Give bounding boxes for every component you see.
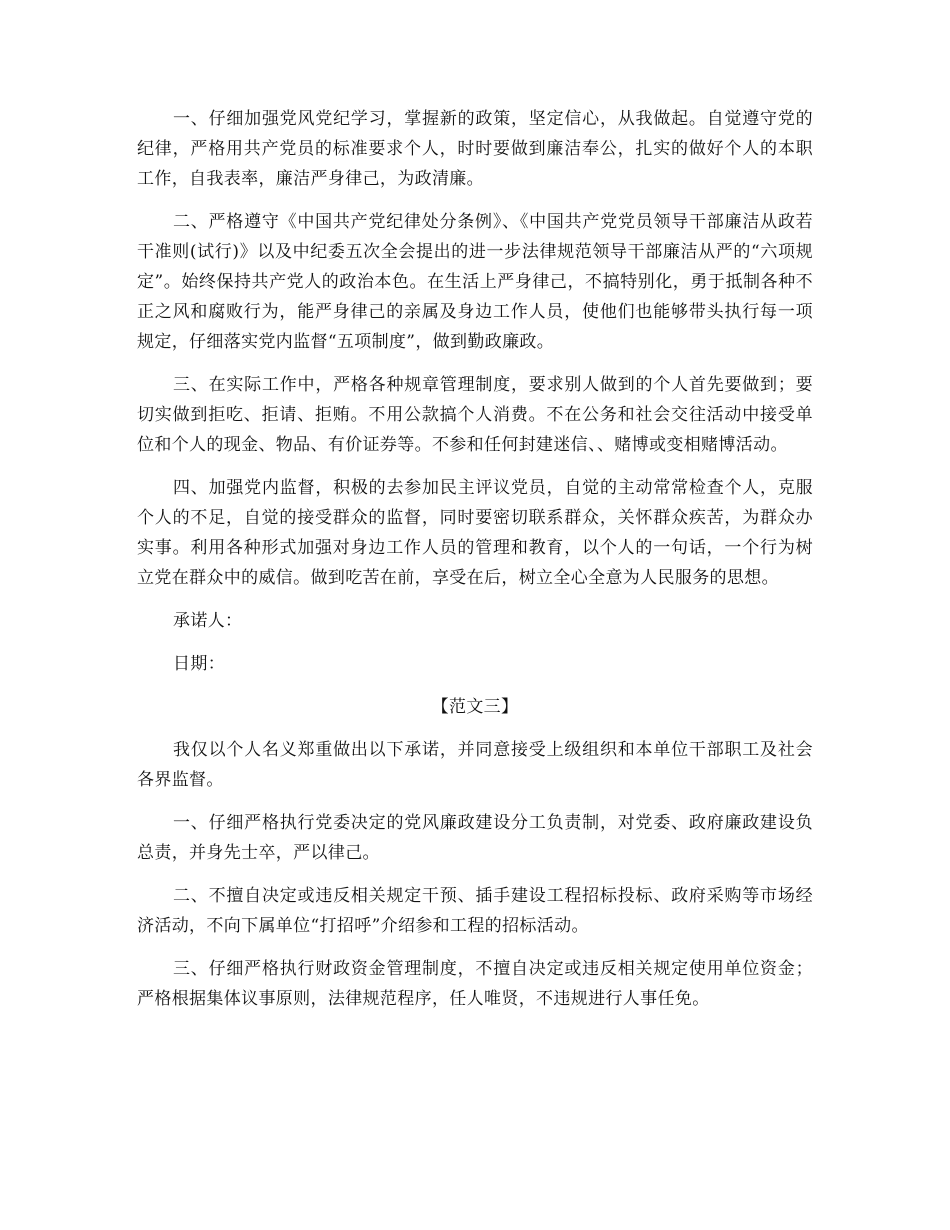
date-label: 日期： — [173, 654, 226, 674]
paragraph-item-3: 三、在实际工作中，严格各种规章管理制度，要求别人做到的个人首先要做到；要切实做到拒吃、拒请、拒贿。不用公款搞个人消费。不在公务和社会交往活动中接受单位和个人的现金、物品、有价证券等。不参和任何封建迷信、、赌博或变相赌博活动。 — [137, 375, 813, 455]
commitment-item-3: 三、仔细严格执行财政资金管理制度，不擅自决定或违反相关规定使用单位资金；严格根据集体议事原则，法律规范程序，任人唯贤，不违规进行人事任免。 — [137, 959, 813, 1009]
paragraph-item-1: 一、仔细加强党风党纪学习，掌握新的政策，坚定信心，从我做起。自觉遵守党的纪律，严格用共产党员的标准要求个人，时时要做到廉洁奉公，扎实的做好个人的本职工作，自我表率，廉洁严身律己，为政清廉。 — [137, 109, 813, 189]
commitment-item-1: 一、仔细严格执行党委决定的党风廉政建设分工负责制，对党委、政府廉政建设负总责，并身先士卒，严以律己。 — [137, 813, 813, 863]
document-body — [137, 104, 813, 1027]
commitment-intro: 我仅以个人名义郑重做出以下承诺，并同意接受上级组织和本单位干部职工及社会各界监督。 — [137, 740, 813, 790]
paragraph-item-2: 二、严格遵守《中国共产党纪律处分条例》、《中国共产党党员领导干部廉洁从政若干准则(试行)》以及中纪委五次全会提出的进一步法律规范领导干部廉洁从严的“六项规定”。始终保持共产党人的政治本色。在生活上严身律己，不搞特别化，勇于抵制各种不正之风和腐败行为，能严身律己的亲属及身边工作人员，使他们也能够带头执行每一项规定，仔细落实党内监督“五项制度”，做到勤政廉政。 — [137, 212, 813, 352]
paragraph-item-4: 四、加强党内监督，积极的去参加民主评议党员，自觉的主动常常检查个人，克服个人的不足，自觉的接受群众的监督，同时要密切联系群众，关怀群众疾苦，为群众办实事。利用各种形式加强对身边工作人员的管理和教育，以个人的一句话，一个行为树立党在群众中的威信。做到吃苦在前，享受在后，树立全心全意为人民服务的思想。 — [137, 478, 813, 588]
section-heading: 【范文三】 — [431, 697, 519, 717]
signatory-label: 承诺人： — [173, 611, 243, 631]
commitment-item-2: 二、不擅自决定或违反相关规定干预、插手建设工程招标投标、政府采购等市场经济活动，不向下属单位“打招呼”介绍参和工程的招标活动。 — [137, 886, 813, 936]
